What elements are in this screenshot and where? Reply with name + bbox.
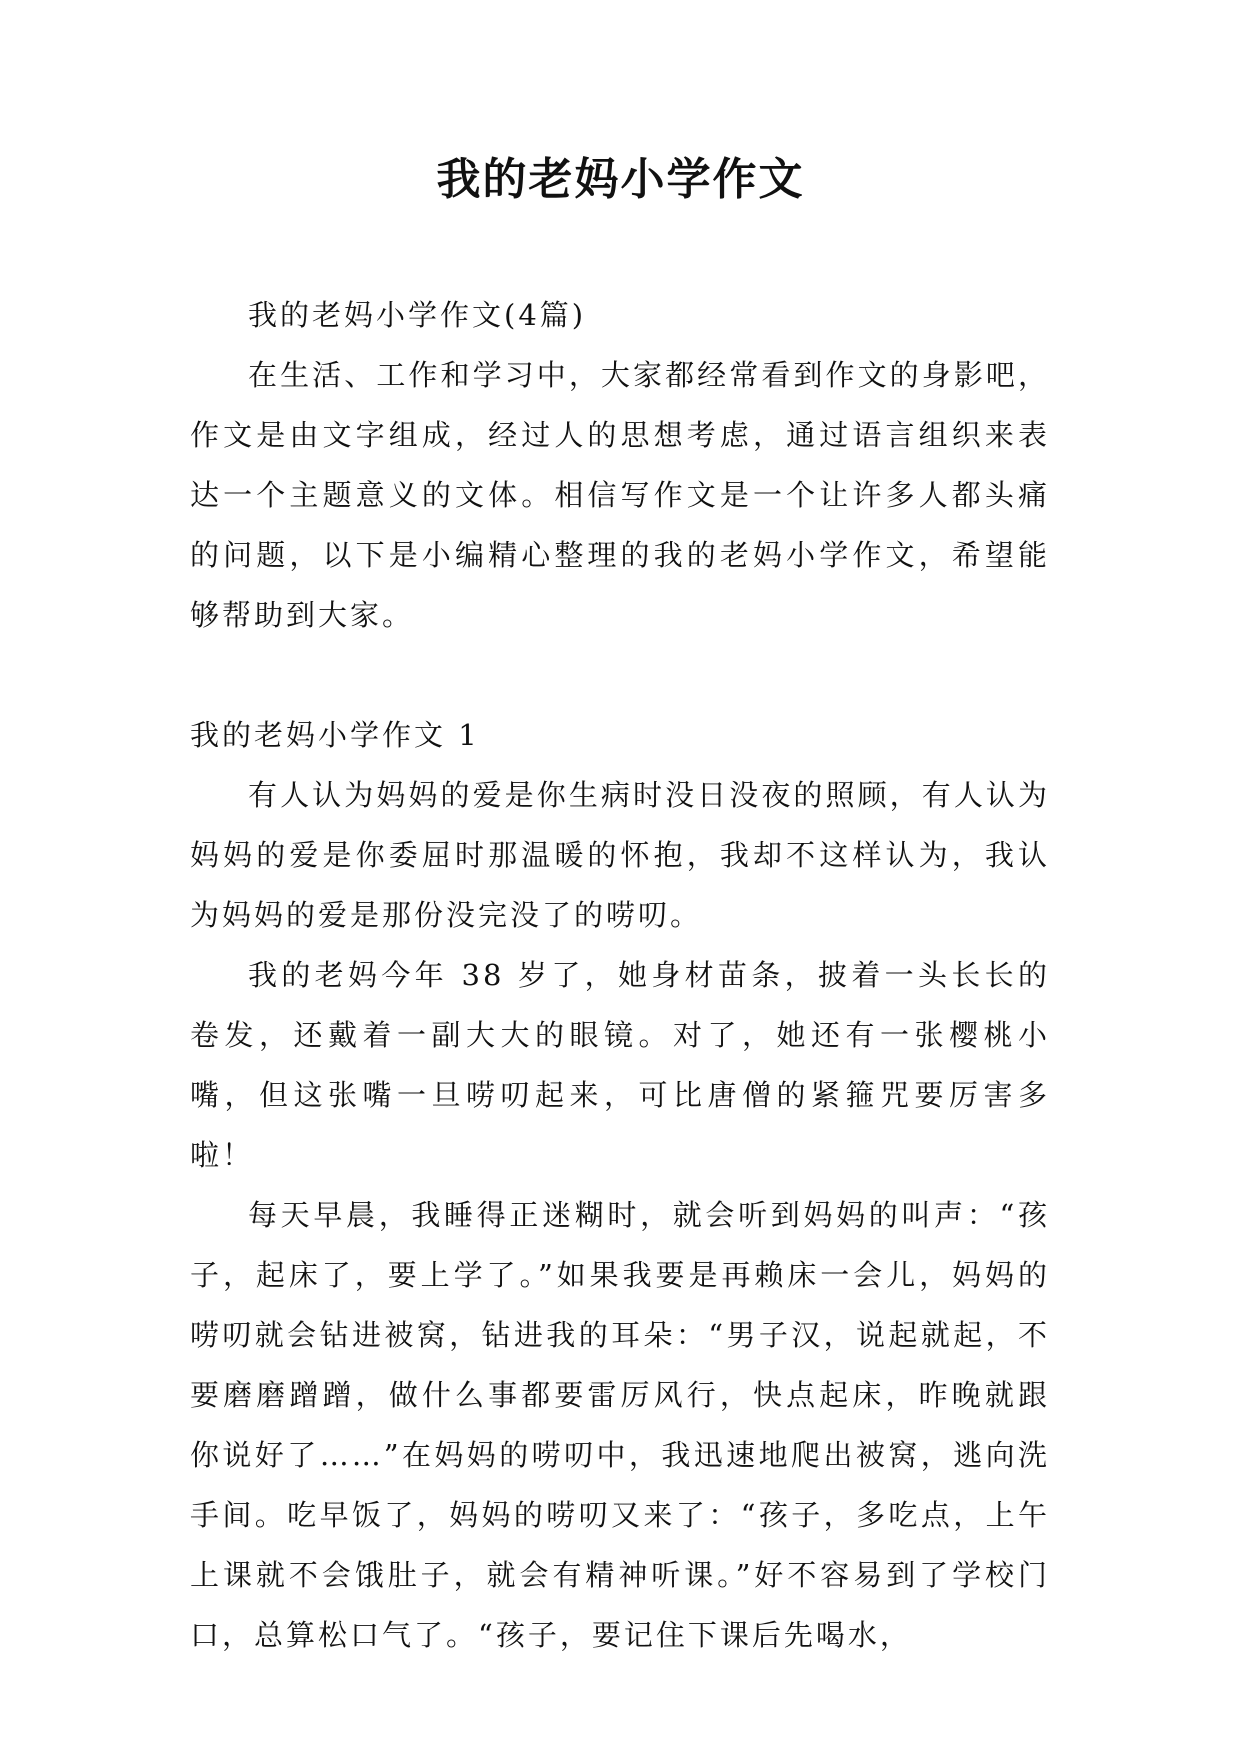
intro-paragraph: 在生活、工作和学习中，大家都经常看到作文的身影吧，作文是由文字组成，经过人的思想考虑，通过语言组织来表达一个主题意义的文体。相信写作文是一个让许多人都头痛的问题，以下是小编精心整理的我的老妈小学作文，希望能够帮助到大家。 (190, 358, 1050, 632)
section-title: 我的老妈小学作文 1 (190, 718, 480, 752)
body-paragraph: 每天早晨，我睡得正迷糊时，就会听到妈妈的叫声：“孩子，起床了，要上学了。”如果我要是再赖床一会儿，妈妈的唠叨就会钻进被窝，钻进我的耳朵：“男子汉，说起就起，不要磨磨蹭蹭，做什么事都要雷厉风行，快点起床，昨晚就跟你说好了……”在妈妈的唠叨中，我迅速地爬出被窝，逃向洗手间。吃早饭了，妈妈的唠叨又来了：“孩子，多吃点，上午上课就不会饿肚子，就会有精神听课。”好不容易到了学校门口，总算松口气了。“孩子，要记住下课后先喝水， (190, 1198, 1050, 1652)
document-body (190, 285, 1050, 1665)
intro-heading: 我的老妈小学作文(4篇) (248, 298, 587, 332)
body-paragraph: 我的老妈今年 38 岁了，她身材苗条，披着一头长长的卷发，还戴着一副大大的眼镜。对了，她还有一张樱桃小嘴，但这张嘴一旦唠叨起来，可比唐僧的紧箍咒要厉害多啦！ (190, 958, 1050, 1172)
section-spacer (190, 645, 1050, 705)
body-paragraph: 有人认为妈妈的爱是你生病时没日没夜的照顾，有人认为妈妈的爱是你委屈时那温暖的怀抱，我却不这样认为，我认为妈妈的爱是那份没完没了的唠叨。 (190, 778, 1050, 932)
document-title: 我的老妈小学作文 (436, 154, 805, 205)
